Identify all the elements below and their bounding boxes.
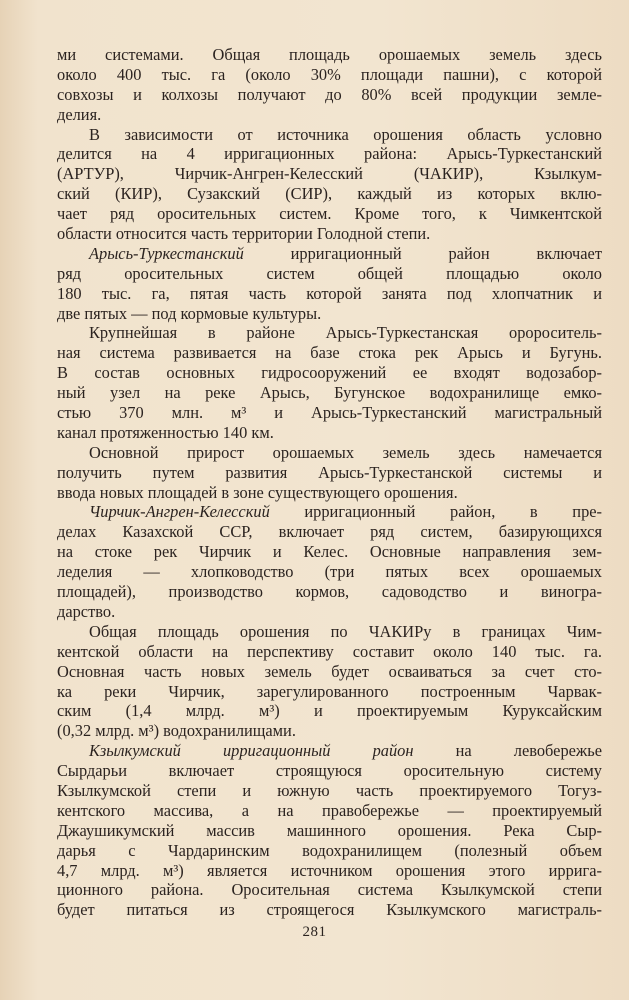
text-line [57,483,602,503]
text-line [57,781,602,801]
text-line [57,125,602,145]
text-segment: канал протяженностью 140 км. [57,422,274,442]
text-segment: делия. [57,104,102,124]
text-line [57,542,602,562]
text-segment: ный узел на реке Арысь, Бугунское водохранилище емко- [57,383,602,403]
text-line [57,463,602,483]
text-line [57,642,602,662]
text-line [57,65,602,85]
text-segment: чает ряд оросительных систем. Кроме того, к Чимкентской [57,204,602,224]
text-segment: получить путем развития Арысь-Туркестанской системы и [57,462,602,482]
text-line [57,721,602,741]
page-number: 281 [302,924,327,940]
body-text [57,45,602,920]
text-segment: площадей), производство кормов, садоводство и виногра- [57,582,602,602]
text-segment: кентской области на перспективу составит около 140 тыс. га. [57,641,602,661]
text-segment: делится на 4 ирригационных района: Арысь-Туркестанский [57,144,602,164]
text-line [57,443,602,463]
italic-term: Арысь-Туркестанский [89,243,244,263]
text-line [57,224,602,244]
text-segment: на стоке рек Чирчик и Келес. Основные направления зем- [57,542,602,562]
text-segment: ским (1,4 млрд. м³) и проектируемым Куруксайским [57,701,602,721]
text-segment: 4,7 млрд. м³) является источником орошения этого ирригa- [57,860,602,880]
text-segment: Основная часть новых земель будет осваиваться за счет сто- [57,661,602,681]
text-line [57,244,602,264]
text-segment: Основной прирост орошаемых земель здесь намечается [89,442,602,462]
text-segment: Кзылкумской степи и южную часть проектируемого Тогуз- [57,780,602,800]
text-segment: ский (КИР), Сузакский (СИР), каждый из которых вклю- [57,184,602,204]
text-line [57,343,602,363]
text-line [57,662,602,682]
text-segment: ввода новых площадей в зоне существующего орошения. [57,482,458,502]
text-segment: стью 370 млн. м³ и Арысь-Туркестанский магистральный [57,403,602,423]
text-line [57,304,602,324]
text-line [57,144,602,164]
italic-term: Чирчик-Ангрен-Келесский [89,502,270,522]
text-segment: В зависимости от источника орошения область условно [89,124,602,144]
text-segment: ряд оросительных систем общей площадью около [57,263,602,283]
text-line [57,164,602,184]
text-line [57,741,602,761]
text-segment: Сырдарьи включает строящуюся оросительную систему [57,761,602,781]
text-line [57,45,602,65]
text-line [57,264,602,284]
text-line [57,701,602,721]
text-line [57,562,602,582]
text-line [57,383,602,403]
text-segment: ка реки Чирчик, зарегулированного построенным Чарвак- [57,681,602,701]
text-segment: ционного района. Оросительная система Кзылкумской степи [57,880,602,900]
text-line [57,85,602,105]
text-line [57,522,602,542]
text-segment: (0,32 млрд. м³) водохранилищами. [57,721,296,741]
text-line [57,403,602,423]
text-line [57,841,602,861]
text-segment: Джаушикумский массив машинного орошения. Река Сыр- [57,820,602,840]
text-segment: Общая площадь орошения по ЧАКИРу в границах Чим- [89,621,602,641]
text-line [57,861,602,881]
text-segment: две пятых — под кормовые культуры. [57,303,322,323]
text-segment: В состав основных гидросооружений ее входят водозабор- [57,363,602,383]
text-segment: ми системами. Общая площадь орошаемых земель здесь [57,45,602,64]
text-line [57,502,602,522]
text-line [57,184,602,204]
text-segment: совхозы и колхозы получают до 80% всей продукции земле- [57,84,602,104]
text-segment: кентского массива, а на правобережье — проектируемый [57,800,602,820]
text-segment: Крупнейшая в районе Арысь-Туркестанская оророситель- [89,323,602,343]
text-segment: делах Казахской ССР, включает ряд систем, базирующихся [57,522,602,542]
text-line [57,821,602,841]
text-segment: ирригационный район, в пре- [269,502,602,522]
text-line [57,582,602,602]
italic-term: Кзылкумский ирригационный район [89,741,414,761]
text-segment: леделия — хлопководство (три пятых всех орошаемых [57,562,602,582]
text-segment: 180 тыс. га, пятая часть которой занята под хлопчатник и [57,283,602,303]
text-segment: ная система развивается на базе стока рек Арысь и Бугунь. [57,343,602,363]
text-line [57,761,602,781]
text-line [57,602,602,622]
text-segment: около 400 тыс. га (около 30% площади пашни), с которой [57,64,602,84]
text-line [57,622,602,642]
text-line [57,423,602,443]
text-line [57,323,602,343]
text-segment: дарство. [57,601,116,621]
text-line [57,801,602,821]
text-line [57,284,602,304]
text-segment: дарья с Чардаринским водохранилищем (полезный объем [57,840,602,860]
text-segment: будет питаться из строящегося Кзылкумского магистраль- [57,900,602,920]
text-line [57,363,602,383]
text-segment: на левобережье [413,741,602,761]
text-segment: ирригационный район включает [243,243,602,263]
text-segment: (АРТУР), Чирчик-Ангрен-Келесский (ЧАКИР), Кзылкум- [57,164,602,184]
text-line [57,204,602,224]
text-segment: области относится часть территории Голодной степи. [57,224,431,244]
text-line [57,105,602,125]
text-line [57,880,602,900]
text-line [57,900,602,920]
text-line [57,682,602,702]
